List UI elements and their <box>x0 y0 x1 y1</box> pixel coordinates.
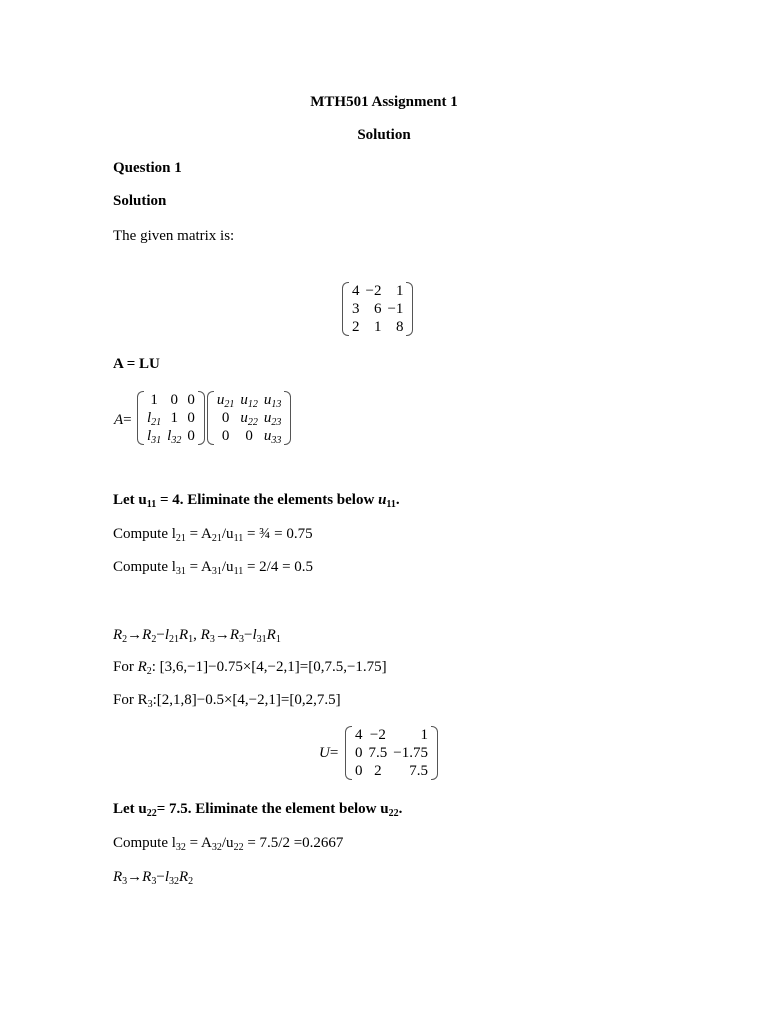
matrix-cell: 7.5 <box>368 745 388 761</box>
document-title: MTH501 Assignment 1 <box>310 94 458 110</box>
matrix-cell: $l_{31}$ <box>147 428 162 446</box>
matrix-cell: −1.75 <box>393 745 428 761</box>
matrix-cell: 1 <box>420 727 428 743</box>
u-equals: = <box>329 745 339 761</box>
matrix-row <box>144 391 198 409</box>
matrix-row <box>214 409 285 427</box>
matrix-row <box>144 409 198 427</box>
matrix-cell: $u_{33}$ <box>263 428 282 446</box>
u-matrix-table <box>214 391 285 445</box>
matrix-cell: 1 <box>395 283 404 299</box>
lu-lhs-var: A <box>114 412 124 428</box>
matrix-cell: 3 <box>352 301 360 317</box>
matrix-cell: $l_{32}$ <box>167 428 182 446</box>
matrix-cell: 1 <box>150 392 158 408</box>
question-heading: Question 1 <box>113 160 182 176</box>
matrix-cell: 0 <box>355 745 363 761</box>
matrix-cell: 1 <box>373 319 382 335</box>
matrix-cell: 0 <box>245 428 253 444</box>
given-matrix-table <box>349 282 406 336</box>
matrix-cell: 1 <box>170 410 178 426</box>
solution-label: Solution <box>113 193 167 209</box>
u-matrix <box>345 726 438 780</box>
matrix-cell: 0 <box>170 392 178 408</box>
right-paren <box>284 391 291 445</box>
step1-heading: Let $u_{11} = 4$. Eliminate the elements below $u_{11}$. <box>113 492 400 510</box>
matrix-cell: $u_{21}$ <box>216 392 235 410</box>
matrix-cell: 0 <box>187 392 195 408</box>
matrix-row <box>214 427 285 445</box>
matrix-cell: 2 <box>374 763 382 779</box>
left-paren <box>137 391 144 445</box>
matrix-row <box>349 318 406 336</box>
matrix-row <box>144 427 198 445</box>
lu-heading: A = LU <box>113 356 160 372</box>
matrix-cell: 0 <box>187 428 195 444</box>
for-r3-line: For $R_3:[2,1,8]-0.5\times[4,-2,1]=[0,2,7.5]$ <box>113 692 341 710</box>
matrix-cell: $u_{23}$ <box>263 410 282 428</box>
u-label <box>319 744 338 762</box>
matrix-cell: 0 <box>221 428 230 444</box>
matrix-cell: 4 <box>355 727 363 743</box>
matrix-cell: $l_{21}$ <box>147 410 162 428</box>
for-r2-line: For $R_2$: [3,6,−1]−0.75×[4,−2,1]=[0,7.5,−1.75] <box>113 659 387 677</box>
compute-l32: Compute $l_{32} = A_{32}/u_{22} = 7.5/2 =0.2667$ <box>113 835 344 853</box>
given-matrix <box>342 282 413 336</box>
matrix-row <box>214 391 285 409</box>
intro-text: The given matrix is: <box>113 228 235 244</box>
matrix-cell: −2 <box>365 283 382 299</box>
compute-l21: Compute $l_{21} = A_{21}/u_{11}$ = ¾ = 0.75 <box>113 526 313 544</box>
right-paren <box>198 391 205 445</box>
document-subtitle: Solution <box>357 127 411 143</box>
matrix-row <box>352 762 431 780</box>
matrix-cell: $u_{12}$ <box>240 392 258 410</box>
step2-heading: Let $u_{22}= 7.5$. Eliminate the element below $u_{22}$. <box>113 801 403 819</box>
left-paren <box>345 726 352 780</box>
matrix-cell: 8 <box>395 319 404 335</box>
matrix-cell: 0 <box>221 410 230 426</box>
matrix-cell: 7.5 <box>409 763 428 779</box>
matrix-row <box>352 744 431 762</box>
row-operation-2: $R_3\to R_3-l_{32}R_2$ <box>113 869 194 887</box>
matrix-row <box>349 282 406 300</box>
lu-lhs <box>114 411 132 429</box>
matrix-row <box>349 300 406 318</box>
right-paren <box>406 282 413 336</box>
matrix-cell: $u_{13}$ <box>263 392 282 410</box>
l-matrix-table <box>144 391 198 445</box>
matrix-cell: −2 <box>369 727 386 743</box>
row-operations: $R_2\to R_2-l_{21}R_1$, $R_3\to R_3-l_{31}R_1$ <box>113 627 281 645</box>
matrix-cell: 0 <box>187 410 195 426</box>
u-var: U <box>319 745 330 761</box>
matrix-cell: $u_{22}$ <box>240 410 258 428</box>
matrix-cell: 2 <box>352 319 360 335</box>
matrix-cell: 6 <box>373 301 382 317</box>
matrix-row <box>352 726 431 744</box>
u-matrix-table <box>352 726 431 780</box>
left-paren <box>207 391 214 445</box>
compute-l31: Compute $l_{31} = A_{31}/u_{11} = 2/4 = 0.5$ <box>113 559 314 577</box>
left-paren <box>342 282 349 336</box>
matrix-cell: −1 <box>387 301 404 317</box>
matrix-cell: 4 <box>352 283 360 299</box>
right-paren <box>431 726 438 780</box>
lu-equals: = <box>123 412 132 428</box>
matrix-cell: 0 <box>355 763 363 779</box>
l-matrix <box>137 391 291 445</box>
